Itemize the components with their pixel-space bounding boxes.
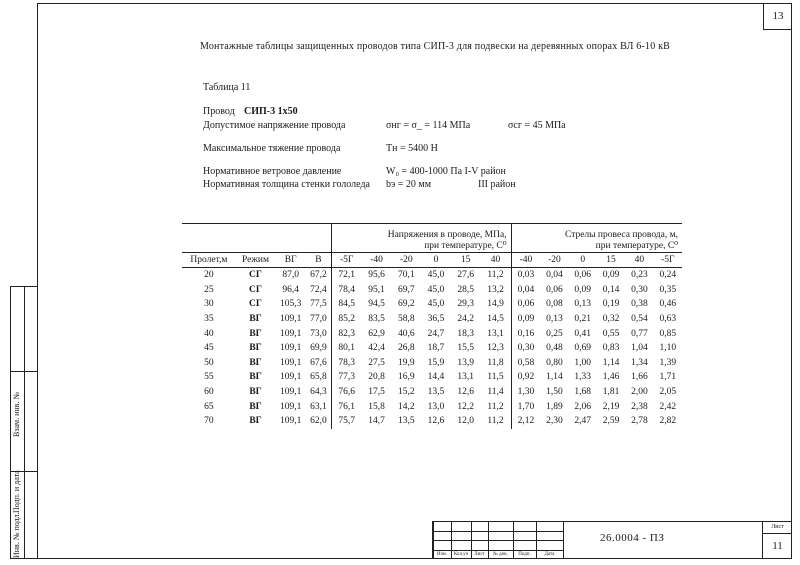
value-cell: 67,2 <box>310 270 327 281</box>
value-cell: 70,1 <box>397 270 415 281</box>
value-cell: 75,7 <box>331 414 362 429</box>
value-cell: 94,5 <box>368 299 385 310</box>
value-cell: 76,1 <box>331 399 362 414</box>
value-cell: 0,58 <box>511 356 540 371</box>
value-cell: 1,66 <box>631 372 648 383</box>
value-cell: 78,4 <box>331 283 362 298</box>
value-cell: 95,6 <box>368 270 385 281</box>
wind-label: Нормативное ветровое давление <box>203 166 342 177</box>
value-cell: 11,2 <box>487 401 504 412</box>
value-cell: 67,6 <box>310 357 327 368</box>
value-cell: 78,3 <box>331 356 362 371</box>
side-stamp <box>10 286 37 559</box>
span-cell: 20 <box>204 270 214 281</box>
value-cell: 0,23 <box>631 270 648 281</box>
value-cell: 0,13 <box>546 314 563 325</box>
value-cell: 15,9 <box>427 357 445 368</box>
value-cell: 1,33 <box>574 372 592 383</box>
document-number: 26.0004 - ПЗ <box>600 532 665 544</box>
table-label: Таблица 11 <box>203 82 251 93</box>
column-header: 40 <box>480 253 511 268</box>
value-cell: 77,3 <box>331 370 362 385</box>
value-cell: 0,92 <box>511 370 540 385</box>
value-cell: 0,06 <box>546 284 563 295</box>
value-cell: 85,2 <box>331 312 362 327</box>
value-cell: 77,0 <box>310 314 327 325</box>
value-cell: 17,5 <box>368 387 385 398</box>
column-header: 0 <box>569 253 597 268</box>
mode-cell: СГ <box>249 284 262 295</box>
span-cell: 40 <box>204 328 214 339</box>
span-cell: 50 <box>204 357 214 368</box>
value-cell: 0,46 <box>659 299 677 310</box>
value-cell: 13,5 <box>427 387 445 398</box>
column-headers <box>182 253 682 268</box>
value-cell: 0,54 <box>631 314 648 325</box>
value-cell: 73,0 <box>310 328 327 339</box>
table-row <box>182 312 682 327</box>
column-header: -40 <box>362 253 392 268</box>
value-cell: 40,6 <box>397 328 415 339</box>
stamp-label-sheet: Лист <box>474 552 485 557</box>
value-cell: 0,14 <box>602 284 620 295</box>
column-header: ВГ <box>275 253 306 268</box>
value-cell: 109,1 <box>280 372 302 383</box>
value-cell: 0,80 <box>546 357 563 368</box>
value-cell: 62,0 <box>310 416 327 427</box>
value-cell: 2,38 <box>631 401 648 412</box>
value-cell: 28,5 <box>457 284 474 295</box>
mode-cell: ВГ <box>249 357 262 368</box>
mode-cell: СГ <box>249 299 262 310</box>
value-cell: 12,0 <box>457 416 474 427</box>
column-header: -20 <box>540 253 568 268</box>
value-cell: 64,3 <box>310 387 327 398</box>
stamp-label-doc: № док. <box>493 552 508 557</box>
value-cell: 109,1 <box>280 416 302 427</box>
table-row <box>182 414 682 429</box>
value-cell: 14,9 <box>487 299 504 310</box>
value-cell: 14,5 <box>487 314 504 325</box>
value-cell: 0,13 <box>574 299 592 310</box>
value-cell: 84,5 <box>331 297 362 312</box>
value-cell: 0,83 <box>602 343 620 354</box>
value-cell: 12,6 <box>457 387 474 398</box>
column-header: -5Г <box>331 253 362 268</box>
group-stress-header: Напряжения в проводе, МПа, при температуре, С⁰ <box>331 224 511 253</box>
value-cell: 109,1 <box>280 401 302 412</box>
value-cell: 0,85 <box>659 328 677 339</box>
mode-cell: ВГ <box>249 416 262 427</box>
group-sag-header: Стрелы провеса провода, м, при температуре, С⁰ <box>511 224 682 253</box>
value-cell: 11,4 <box>487 387 504 398</box>
value-cell: 27,6 <box>457 270 474 281</box>
column-header: 0 <box>421 253 451 268</box>
max-tension-label: Максимальное тяжение провода <box>203 143 341 154</box>
table-row <box>182 385 682 400</box>
value-cell: 11,2 <box>487 270 504 281</box>
value-cell: 0,04 <box>546 270 563 281</box>
value-cell: 18,3 <box>457 328 474 339</box>
value-cell: 72,1 <box>331 268 362 283</box>
page-title: Монтажные таблицы защищенных проводов типа СИП-3 для подвески на деревянных опорах ВЛ 6-10 кВ <box>200 41 671 52</box>
value-cell: 1,89 <box>546 401 563 412</box>
mode-cell: ВГ <box>249 372 262 383</box>
span-cell: 25 <box>204 284 214 295</box>
value-cell: 2,12 <box>511 414 540 429</box>
value-cell: 2,30 <box>546 416 563 427</box>
max-tension-value: Тн = 5400 Н <box>386 143 438 154</box>
value-cell: 0,25 <box>546 328 563 339</box>
value-cell: 15,5 <box>457 343 474 354</box>
value-cell: 0,06 <box>511 297 540 312</box>
allowed-stress-extra: σсг = 45 МПа <box>508 120 566 131</box>
value-cell: 27,5 <box>368 357 385 368</box>
table-row <box>182 283 682 298</box>
value-cell: 0,09 <box>602 270 620 281</box>
table-row <box>182 326 682 341</box>
value-cell: 15,8 <box>368 401 385 412</box>
value-cell: 0,19 <box>602 299 620 310</box>
mode-cell: ВГ <box>249 328 262 339</box>
column-header: Режим <box>236 253 275 268</box>
value-cell: 13,1 <box>457 372 474 383</box>
value-cell: 0,16 <box>511 326 540 341</box>
value-cell: 0,09 <box>574 284 592 295</box>
value-cell: 0,48 <box>546 343 563 354</box>
value-cell: 95,1 <box>368 284 385 295</box>
value-cell: 1,00 <box>574 357 592 368</box>
value-cell: 2,78 <box>631 416 648 427</box>
value-cell: 45,0 <box>427 284 445 295</box>
ice-value: bэ = 20 мм <box>386 179 432 190</box>
column-header: -20 <box>391 253 421 268</box>
value-cell: 12,6 <box>427 416 445 427</box>
value-cell: 15,2 <box>397 387 415 398</box>
value-cell: 0,24 <box>659 270 677 281</box>
stamp-label-sign: Подп. <box>518 552 531 557</box>
value-cell: 0,41 <box>574 328 592 339</box>
value-cell: 45,0 <box>427 270 445 281</box>
span-cell: 60 <box>204 387 214 398</box>
value-cell: 83,5 <box>368 314 385 325</box>
value-cell: 1,34 <box>631 357 648 368</box>
value-cell: 1,70 <box>511 399 540 414</box>
value-cell: 0,63 <box>659 314 677 325</box>
side-label-sign: Подп. и дата <box>12 470 21 513</box>
value-cell: 19,9 <box>397 357 415 368</box>
value-cell: 12,2 <box>457 401 474 412</box>
value-cell: 20,8 <box>368 372 385 383</box>
value-cell: 18,7 <box>427 343 445 354</box>
value-cell: 63,1 <box>310 401 327 412</box>
value-cell: 13,2 <box>487 284 504 295</box>
table-row <box>182 268 682 283</box>
value-cell: 76,6 <box>331 385 362 400</box>
value-cell: 14,4 <box>427 372 445 383</box>
sheet-number: 11 <box>772 540 783 552</box>
table-row <box>182 356 682 371</box>
page-number: 13 <box>763 3 792 30</box>
value-cell: 2,06 <box>574 401 592 412</box>
mode-cell: ВГ <box>249 401 262 412</box>
value-cell: 14,2 <box>397 401 415 412</box>
mode-cell: СГ <box>249 270 262 281</box>
value-cell: 69,9 <box>310 343 327 354</box>
allowed-stress-value: σнг = σ_ = 114 МПа <box>386 120 471 131</box>
value-cell: 12,3 <box>487 343 504 354</box>
value-cell: 109,1 <box>280 314 302 325</box>
wind-value: W₀ = 400-1000 Па I-V район <box>386 166 506 177</box>
value-cell: 26,8 <box>397 343 415 354</box>
column-header: Пролет,м <box>182 253 236 268</box>
value-cell: 109,1 <box>280 357 302 368</box>
stamp-label-count: Кол.уч <box>453 552 469 557</box>
value-cell: 42,4 <box>368 343 385 354</box>
wire-label: Провод <box>203 106 235 117</box>
value-cell: 0,03 <box>511 268 540 283</box>
value-cell: 13,1 <box>487 328 504 339</box>
table-row <box>182 297 682 312</box>
column-header: 15 <box>451 253 481 268</box>
value-cell: 0,38 <box>631 299 648 310</box>
value-cell: 11,5 <box>487 372 504 383</box>
value-cell: 0,09 <box>511 312 540 327</box>
value-cell: 0,08 <box>546 299 563 310</box>
value-cell: 0,04 <box>511 283 540 298</box>
span-cell: 45 <box>204 343 214 354</box>
side-label-replace: Взам. инв. № <box>12 391 21 437</box>
table-row <box>182 341 682 356</box>
value-cell: 77,5 <box>310 299 327 310</box>
value-cell: 0,77 <box>631 328 648 339</box>
mounting-table <box>182 223 682 429</box>
sheet-label: Лист <box>763 521 792 534</box>
table-row <box>182 370 682 385</box>
value-cell: 24,7 <box>427 328 445 339</box>
ice-label: Нормативная толщина стенки гололеда <box>203 179 370 190</box>
value-cell: 2,05 <box>659 387 677 398</box>
value-cell: 58,8 <box>397 314 415 325</box>
value-cell: 0,30 <box>511 341 540 356</box>
value-cell: 36,5 <box>427 314 445 325</box>
value-cell: 96,4 <box>282 284 300 295</box>
value-cell: 0,32 <box>602 314 620 325</box>
value-cell: 0,21 <box>574 314 592 325</box>
value-cell: 24,2 <box>457 314 474 325</box>
value-cell: 2,59 <box>602 416 620 427</box>
value-cell: 1,81 <box>602 387 620 398</box>
value-cell: 29,3 <box>457 299 474 310</box>
value-cell: 2,00 <box>631 387 648 398</box>
ice-region: III район <box>478 179 516 190</box>
column-header: 15 <box>597 253 625 268</box>
value-cell: 1,10 <box>659 343 677 354</box>
value-cell: 1,68 <box>574 387 592 398</box>
value-cell: 2,19 <box>602 401 620 412</box>
value-cell: 2,47 <box>574 416 592 427</box>
value-cell: 1,14 <box>546 372 563 383</box>
value-cell: 0,06 <box>574 270 592 281</box>
span-cell: 35 <box>204 314 214 325</box>
allowed-stress-label: Допустимое напряжение провода <box>203 120 346 131</box>
value-cell: 0,55 <box>602 328 620 339</box>
value-cell: 2,82 <box>659 416 677 427</box>
mode-cell: ВГ <box>249 314 262 325</box>
span-cell: 70 <box>204 416 214 427</box>
column-header: В <box>306 253 331 268</box>
value-cell: 1,71 <box>659 372 677 383</box>
value-cell: 0,30 <box>631 284 648 295</box>
value-cell: 1,50 <box>546 387 563 398</box>
value-cell: 62,9 <box>368 328 385 339</box>
span-cell: 65 <box>204 401 214 412</box>
value-cell: 109,1 <box>280 343 302 354</box>
stamp-label-date: Дата <box>544 552 555 557</box>
column-header: 40 <box>625 253 653 268</box>
value-cell: 1,14 <box>602 357 620 368</box>
mode-cell: ВГ <box>249 343 262 354</box>
value-cell: 13,0 <box>427 401 445 412</box>
value-cell: 45,0 <box>427 299 445 310</box>
value-cell: 14,7 <box>368 416 385 427</box>
side-label-inv: Инв. № подл. <box>12 512 21 558</box>
wire-value: СИП-3 1x50 <box>244 106 298 117</box>
value-cell: 105,3 <box>280 299 302 310</box>
column-header: -40 <box>511 253 540 268</box>
value-cell: 82,3 <box>331 326 362 341</box>
value-cell: 1,46 <box>602 372 620 383</box>
value-cell: 0,69 <box>574 343 592 354</box>
value-cell: 69,7 <box>397 284 415 295</box>
value-cell: 69,2 <box>397 299 415 310</box>
value-cell: 80,1 <box>331 341 362 356</box>
value-cell: 0,35 <box>659 284 677 295</box>
value-cell: 16,9 <box>397 372 415 383</box>
value-cell: 109,1 <box>280 387 302 398</box>
value-cell: 1,04 <box>631 343 648 354</box>
table-row <box>182 399 682 414</box>
stamp-label-rev: Изм. <box>437 552 447 557</box>
value-cell: 11,8 <box>487 357 504 368</box>
value-cell: 72,4 <box>310 284 327 295</box>
value-cell: 2,42 <box>659 401 677 412</box>
mode-cell: ВГ <box>249 387 262 398</box>
value-cell: 1,39 <box>659 357 677 368</box>
value-cell: 13,9 <box>457 357 474 368</box>
sheet-box <box>762 521 792 559</box>
value-cell: 109,1 <box>280 328 302 339</box>
value-cell: 87,0 <box>282 270 300 281</box>
column-header: -5Г <box>654 253 682 268</box>
value-cell: 11,2 <box>487 416 504 427</box>
value-cell: 13,5 <box>397 416 415 427</box>
span-cell: 30 <box>204 299 214 310</box>
value-cell: 1,30 <box>511 385 540 400</box>
span-cell: 55 <box>204 372 214 383</box>
value-cell: 65,8 <box>310 372 327 383</box>
